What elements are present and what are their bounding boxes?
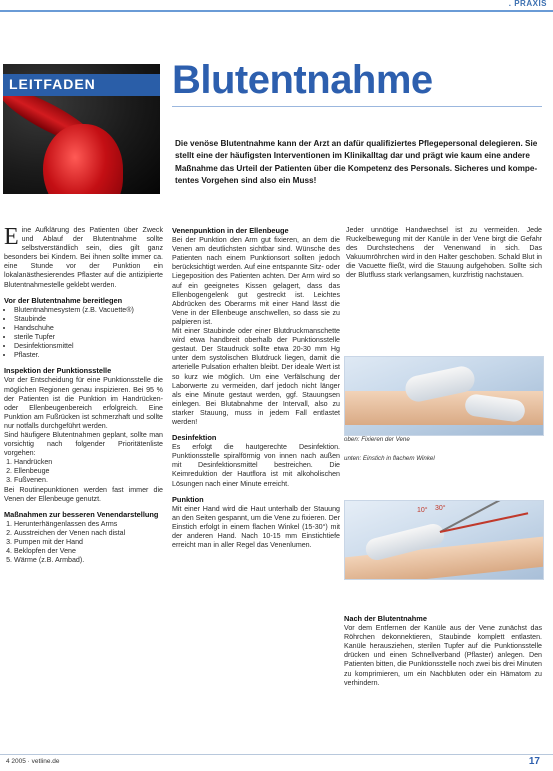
angle-label-10: 10° bbox=[417, 507, 428, 514]
heading-after: Nach der Blutentnahme bbox=[344, 614, 427, 623]
priority-list bbox=[4, 458, 163, 485]
intro-text: ine Aufklärung des Patienten über Zweck und Ablauf der Blutentnahme sollte selbstverständlich sein, dies gilt ganz besonders bei Kindern. Bei ihnen sollte immer ca. eine Stunde vor der Punktion ein lokalanästhesierendes Pflaster auf die antizipierte Blutentnahmestelle geklebt werden. bbox=[4, 226, 163, 289]
list-item: 4. Beklopfen der Vene bbox=[14, 547, 163, 556]
list-item: • sterile Tupfer bbox=[14, 333, 163, 342]
inspection-paragraph-2: Sind häufigere Blutentnahmen geplant, sollte man vorsichtig nach folgender Prioritätenliste vorgehen: bbox=[4, 430, 163, 458]
category-label: LEITFADEN bbox=[9, 76, 96, 92]
intro-paragraph bbox=[4, 226, 163, 290]
disinfection-paragraph: Es erfolgt die hautgerechte Desinfektion. Punktionsstelle spiralförmig von innen nach außen mit Desinfektionsmittel bestreichen. Die Keimreduktion der Hautflora ist mit alkoholischen Lösungen nach einer Minute erreicht. bbox=[172, 443, 340, 488]
list-item: • Staubinde bbox=[14, 315, 163, 324]
blood-drop-graphic bbox=[43, 124, 123, 194]
heading-puncture-elbow: Venenpunktion in der Ellenbeuge bbox=[172, 226, 289, 235]
caption-bottom: unten: Einstich in flachem Winkel bbox=[344, 455, 435, 462]
list-item: 2. Ausstreichen der Venen nach distal bbox=[14, 529, 163, 538]
drop-cap: E bbox=[4, 224, 19, 250]
heading-disinfection: Desinfektion bbox=[172, 433, 217, 443]
footer-rule bbox=[0, 754, 553, 755]
list-item: 1. Handrücken bbox=[14, 458, 163, 467]
lead-paragraph: Die venöse Blutentnahme kann der Arzt an dafür qualifiziertes Pflegepersonal delegieren. Sie stellt eine der häufigsten Interventionen im Klinikalltag dar und prägt wie kaum eine andere Maßnahme das Urteil der Patienten über die Kompetenz des Personals. Sicheres und kompetentes Vorgehen sind also ein Muss! bbox=[175, 139, 538, 185]
page-title: Blutentnahme bbox=[172, 58, 433, 102]
angle-label-30: 30° bbox=[435, 505, 446, 512]
heading-puncture: Punktion bbox=[172, 494, 204, 504]
list-item: 3. Fußvenen. bbox=[14, 476, 163, 485]
heading-inspection: Inspektion der Punktionsstelle bbox=[4, 366, 112, 376]
top-bar bbox=[0, 0, 553, 10]
column-2 bbox=[172, 226, 340, 550]
heading-preparation: Vor der Blutentnahme bereitlegen bbox=[4, 295, 123, 305]
page-number: 17 bbox=[528, 756, 540, 767]
list-item: 2. Ellenbeuge bbox=[14, 467, 163, 476]
measures-list bbox=[4, 520, 163, 565]
column-1 bbox=[4, 226, 163, 565]
caption-top: oben: Fixieren der Vene bbox=[344, 436, 410, 443]
page-footer bbox=[0, 754, 553, 771]
category-band bbox=[3, 74, 160, 96]
inspection-paragraph-3: Bei Routinepunktionen werden fast immer die Venen der Ellenbeuge genutzt. bbox=[4, 485, 163, 503]
footer-issue: 4 2005 · vetline.de bbox=[6, 758, 60, 765]
illustration-fixing-vein bbox=[344, 356, 544, 436]
top-rule bbox=[0, 10, 553, 12]
preparation-list bbox=[4, 306, 163, 361]
list-item: 5. Wärme (z.B. Armbad). bbox=[14, 556, 163, 565]
list-item: 1. Herunterhängenlassen des Arms bbox=[14, 520, 163, 529]
list-item: • Pflaster. bbox=[14, 351, 163, 360]
title-divider bbox=[172, 106, 542, 107]
handling-paragraph: Jeder unnötige Handwechsel ist zu vermeiden. Jede Ruckelbewegung mit der Kanüle in der Vene birgt die Gefahr des Durchstechens der Venenwand in sich. Das Vakuumröhrchen wird in den Halter geschoben. Schald Blut in die Vacuette fließt, wird die Stauung aufgehoben. Sollte sich der Blutfluss stark verlangsamen, kurzfristig nachstauen. bbox=[346, 226, 542, 280]
puncture-paragraph-2: Mit einer Staubinde oder einer Blutdruckmanschette wird etwa handbreit oberhalb der Punktionsstelle gestaut. Der Staudruck sollte etwa 20-30 mm Hg unter dem systolischen Blutdruck liegen, damit die arterielle Pulsation erhalten bleibt. Der ideale Wert ist so kurz wie möglich. Um eine Verfälschung der Laborwerte zu vermeiden, darf jedoch nicht länger als eine Minute gestaut werden, ggf. Stauungsen einlegen. Bei Blutabnahme der Intervall, also zu starker Stauung, muss in jedem Fall entlastet werden! bbox=[172, 327, 340, 426]
after-paragraph: Vor dem Entfernen der Kanüle aus der Vene zunächst das Röhrchen dekonnektieren, Staubinde komplett entlasten. Kanüle herausziehen, sterilen Tupfer auf die Punktionsstelle drücken und einen Schnellverband (Pflaster) anlegen. Den Patienten bitten, die Punktionsstelle noch zwei bis drei Minuten zu komprimieren, um ein Nachbluten oder ein Hämatom zu verhindern. bbox=[344, 624, 542, 687]
list-item: • Desinfektionsmittel bbox=[14, 342, 163, 351]
heading-measures: Maßnahmen zur besseren Venendarstellung bbox=[4, 509, 159, 519]
list-item: • Handschuhe bbox=[14, 324, 163, 333]
puncture-technique-paragraph: Mit einer Hand wird die Haut unterhalb der Stauung an den Seiten gespannt, um die Vene zu fixieren. Der Einstich erfolgt in einem flachen Winkel (15-30°) mit der anderen Hand. Nach 10-15 mm Einstichtiefe erreicht man in aller Regel das Venenlumen. bbox=[172, 504, 340, 550]
illustration-puncture-angle bbox=[344, 500, 544, 580]
column-3-bottom bbox=[344, 614, 542, 688]
list-item: 3. Pumpen mit der Hand bbox=[14, 538, 163, 547]
list-item: • Blutentnahmesystem (z.B. Vacuette®) bbox=[14, 306, 163, 315]
section-label: . PRAXIS bbox=[508, 0, 547, 8]
hero-image bbox=[3, 64, 160, 194]
puncture-paragraph: Bei der Punktion den Arm gut fixieren, an dem die Venen am deutlichsten sichtbar sind. Wünsche des Patienten nach einem Punktionsort sollten jedoch berücksichtigt werden. Auf eine entspannte Sitz- oder Liegeposition des Patienten achten. Der Arm wird so auf ein geeignetes Kissen gelagert, dass das Ellenbogengelenk gut gestreckt ist. Leichtes Abdrücken des Oberarms mit einer Hand lässt die Vene in der Ellenbeuge anschwellen, so dass sie zu palpieren ist. bbox=[172, 236, 340, 326]
column-3 bbox=[346, 226, 542, 281]
inspection-paragraph: Vor der Entscheidung für eine Punktionsstelle die möglichen Regionen genau inspizieren. Bei 95 % der Patienten ist die Punktion im Handrücken- oder Ellenbeugenbereich erfolgreich. Eine Punktion am Fußrücken ist schmerzhaft und sollte nur notfalls durchgeführt werden. bbox=[4, 376, 163, 430]
